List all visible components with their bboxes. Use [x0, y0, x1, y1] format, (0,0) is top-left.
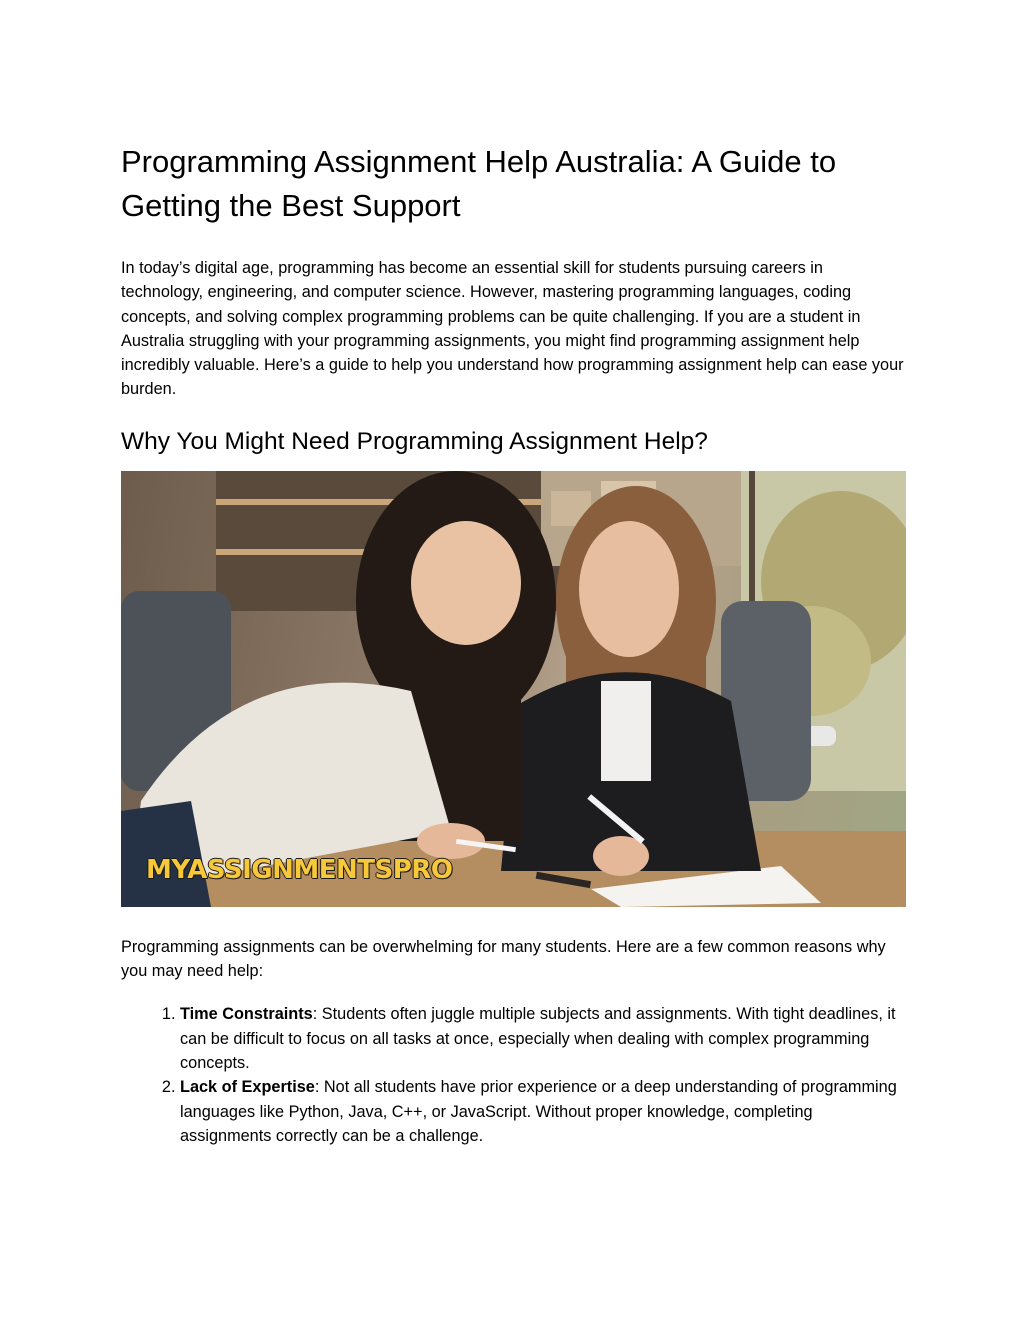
- list-item: [180, 1075, 907, 1148]
- intro-paragraph: In today’s digital age, programming has become an essential skill for students pursuing careers in technology, engineering, and computer science. However, mastering programming languages, coding concepts, and solving complex programming problems can be quite challenging. If you are a student in Australia struggling with your programming assignments, you might find programming assignment help incredibly valuable. Here’s a guide to help you understand how programming assignment help can ease your burden.: [121, 259, 904, 399]
- list-item-term: Time Constraints: [180, 1005, 313, 1024]
- document-page: [121, 140, 907, 1148]
- list-item: [180, 1002, 907, 1075]
- list-item-text: : Students often juggle multiple subjects and assignments. With tight deadlines, it can be difficult to focus on all tasks at once, especially when dealing with complex programming concepts.: [180, 1005, 896, 1072]
- reasons-intro-paragraph: Programming assignments can be overwhelming for many students. Here are a few common reasons why you may need help:: [121, 937, 886, 981]
- list-item-text: : Not all students have prior experience or a deep understanding of programming languages like Python, Java, C++, or JavaScript. Without proper knowledge, completing assignments correctly can be a challenge.: [180, 1078, 897, 1145]
- hero-image: [121, 471, 906, 907]
- section-heading: Why You Might Need Programming Assignment Help?: [121, 427, 708, 455]
- list-item-term: Lack of Expertise: [180, 1078, 315, 1097]
- hero-illustration: [121, 471, 906, 907]
- watermark-logo: MYASSIGNMENTSPRO: [146, 854, 453, 885]
- reasons-list: [121, 1002, 907, 1148]
- page-title: Programming Assignment Help Australia: A Guide to Getting the Best Support: [121, 144, 837, 223]
